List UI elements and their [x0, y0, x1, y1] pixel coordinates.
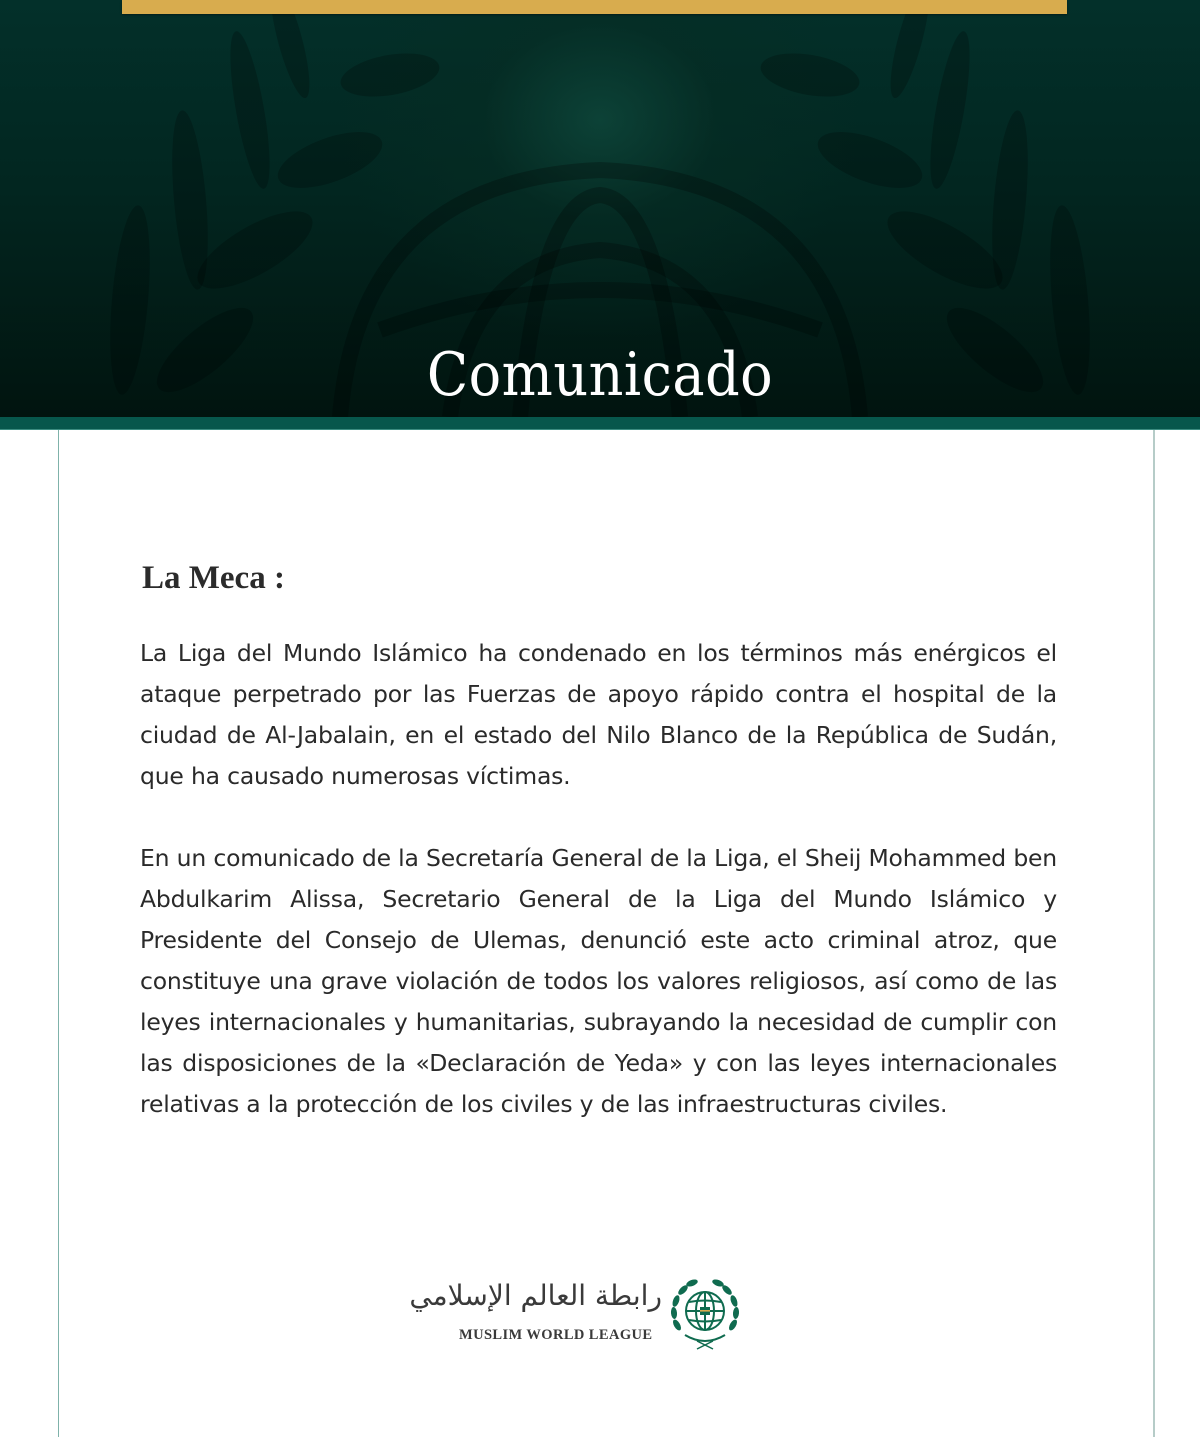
logo-english-wordmark: MUSLIM WORLD LEAGUE	[459, 1327, 653, 1343]
teal-divider-band	[0, 417, 1200, 430]
frame-border-right	[1153, 430, 1155, 1437]
muslim-world-league-logo	[409, 1275, 745, 1355]
frame-border-left	[58, 430, 59, 1437]
header-banner	[0, 0, 1200, 417]
gold-accent-bar	[122, 0, 1067, 14]
logo-arabic-wordmark: رابطة العالم الإسلامي	[409, 1279, 662, 1312]
page-title: Comunicado	[426, 340, 774, 411]
paragraph-1: La Liga del Mundo Islámico ha condenado en los términos más enérgicos el ataque perpetrado por las Fuerzas de apoyo rápido contra el hospital de la ciudad de Al-Jabalain, en el estado del Nilo Blanco de la República de Sudán, que ha causado numerosas víctimas.	[140, 639, 1057, 790]
paragraph-2: En un comunicado de la Secretaría General de la Liga, el Sheij Mohammed ben Abdulkarim Alissa, Secretario General de la Liga del Mundo Islámico y Presidente del Consejo de Ulemas, denunció este acto criminal atroz, que constituye una grave violación de todos los valores religiosos, así como de las leyes internacionales y humanitarias, subrayando la necesidad de cumplir con las disposiciones de la «Declaración de Yeda» y con las leyes internacionales relativas a la protección de los civiles y de las infraestructuras civiles.	[140, 844, 1057, 1118]
dateline: La Meca :	[142, 560, 285, 596]
globe-laurel-emblem-icon	[667, 1275, 743, 1351]
article-body	[140, 560, 1057, 1166]
